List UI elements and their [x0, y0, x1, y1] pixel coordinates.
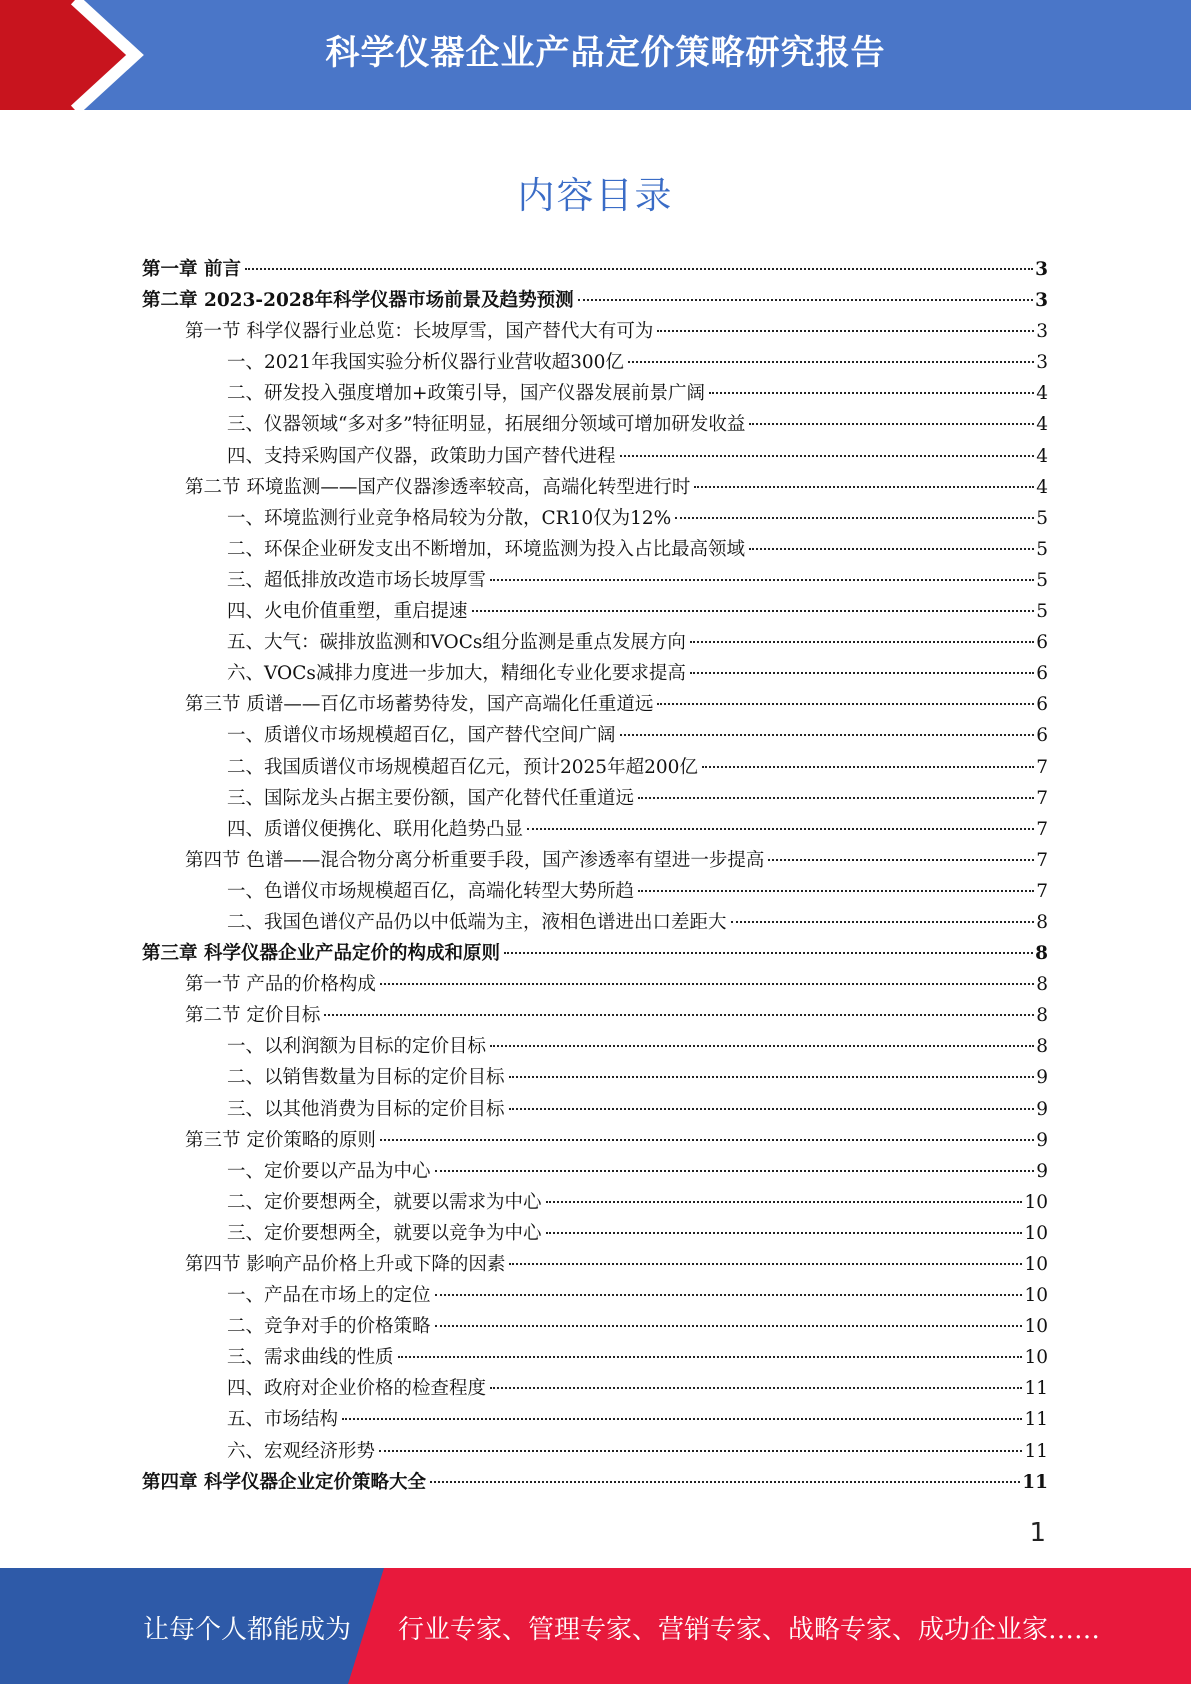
toc-entry[interactable]: [142, 1000, 1048, 1031]
toc-leader-dots: [638, 890, 1034, 892]
toc-entry[interactable]: [142, 1125, 1048, 1156]
toc-entry-label: 第四章 科学仪器企业定价策略大全: [142, 1471, 426, 1493]
toc-entry[interactable]: [142, 503, 1048, 534]
toc-leader-dots: [546, 1201, 1023, 1203]
toc-leader-dots: [398, 1356, 1023, 1358]
toc-entry[interactable]: [142, 907, 1048, 938]
toc-entry[interactable]: [142, 1187, 1048, 1218]
toc-entry-page: 4: [1036, 445, 1048, 467]
toc-entry-label: 三、以其他消费为目标的定价目标: [227, 1098, 505, 1120]
toc-entry[interactable]: [142, 1094, 1048, 1125]
toc-leader-dots: [509, 1263, 1022, 1265]
toc-entry-page: 4: [1036, 414, 1048, 436]
toc-entry[interactable]: [142, 783, 1048, 814]
toc-entry-page: 6: [1036, 632, 1048, 654]
toc-entry[interactable]: [142, 627, 1048, 658]
toc-leader-dots: [657, 330, 1034, 332]
toc-entry-page: 3: [1035, 259, 1048, 280]
toc-entry-page: 5: [1036, 601, 1048, 623]
toc-entry-label: 第三节 定价策略的原则: [185, 1129, 376, 1151]
toc-leader-dots: [731, 921, 1035, 923]
toc-entry-label: 五、市场结构: [227, 1409, 339, 1431]
toc-leader-dots: [638, 797, 1034, 799]
toc-entry-page: 11: [1024, 1378, 1048, 1400]
toc-entry-page: 8: [1036, 911, 1048, 933]
toc-leader-dots: [245, 268, 1033, 270]
toc-leader-dots: [380, 983, 1034, 985]
toc-leader-dots: [628, 361, 1034, 363]
toc-entry[interactable]: [142, 845, 1048, 876]
toc-entry-page: 3: [1036, 321, 1048, 343]
toc-entry-label: 四、支持采购国产仪器，政策助力国产替代进程: [227, 445, 616, 467]
toc-entry[interactable]: [142, 876, 1048, 907]
toc-entry-page: 8: [1036, 1036, 1048, 1058]
toc-entry[interactable]: [142, 409, 1048, 440]
toc-entry[interactable]: [142, 1342, 1048, 1373]
toc-entry-page: 5: [1036, 569, 1048, 591]
toc-entry-page: 8: [1036, 974, 1048, 996]
toc-leader-dots: [430, 1481, 1020, 1483]
toc-entry-label: 三、超低排放改造市场长坡厚雪: [227, 569, 487, 591]
toc-entry[interactable]: [142, 254, 1048, 285]
toc-entry-page: 7: [1036, 880, 1048, 902]
toc-entry-page: 8: [1036, 1005, 1048, 1027]
toc-entry[interactable]: [142, 285, 1048, 316]
toc-entry-label: 三、需求曲线的性质: [227, 1347, 394, 1369]
toc-leader-dots: [749, 548, 1034, 550]
toc-entry[interactable]: [142, 1436, 1048, 1467]
toc-leader-dots: [527, 828, 1034, 830]
toc-leader-dots: [490, 579, 1034, 581]
toc-leader-dots: [509, 1108, 1035, 1110]
toc-leader-dots: [509, 1076, 1035, 1078]
toc-entry[interactable]: [142, 1311, 1048, 1342]
toc-entry-label: 二、我国质谱仪市场规模超百亿元，预计2025年超200亿: [227, 756, 698, 778]
toc-entry-label: 四、质谱仪便携化、联用化趋势凸显: [227, 818, 524, 840]
toc-entry[interactable]: [142, 472, 1048, 503]
toc-entry[interactable]: [142, 316, 1048, 347]
toc-entry-label: 三、国际龙头占据主要份额，国产化替代任重道远: [227, 787, 635, 809]
toc-entry-label: 六、宏观经济形势: [227, 1440, 376, 1462]
toc-entry-page: 6: [1036, 694, 1048, 716]
toc-entry-label: 二、研发投入强度增加+政策引导，国产仪器发展前景广阔: [227, 383, 706, 405]
toc-leader-dots: [546, 1232, 1023, 1234]
toc-entry-label: 一、2021年我国实验分析仪器行业营收超300亿: [227, 352, 624, 374]
toc-entry-label: 第三节 质谱——百亿市场蓄势待发，国产高端化任重道远: [185, 694, 654, 716]
toc-entry-label: 第二章 2023-2028年科学仪器市场前景及趋势预测: [142, 290, 574, 312]
toc-entry[interactable]: [142, 814, 1048, 845]
toc-leader-dots: [768, 859, 1034, 861]
toc-entry-label: 一、产品在市场上的定位: [227, 1285, 431, 1307]
toc-entry-page: 7: [1036, 787, 1048, 809]
toc-entry-label: 二、竞争对手的价格策略: [227, 1316, 431, 1338]
toc-entry[interactable]: [142, 658, 1048, 689]
toc-entry-page: 11: [1024, 1409, 1048, 1431]
toc-entry[interactable]: [142, 378, 1048, 409]
toc-entry-page: 10: [1024, 1222, 1048, 1244]
toc-entry-label: 二、环保企业研发支出不断增加，环境监测为投入占比最高领域: [227, 538, 746, 560]
toc-entry[interactable]: [142, 565, 1048, 596]
table-of-contents: [142, 254, 1048, 1498]
toc-leader-dots: [435, 1170, 1035, 1172]
toc-entry-label: 二、以销售数量为目标的定价目标: [227, 1067, 505, 1089]
toc-entry-label: 四、政府对企业价格的检查程度: [227, 1378, 487, 1400]
toc-entry[interactable]: [142, 1467, 1048, 1498]
toc-entry-page: 8: [1035, 943, 1048, 965]
footer-slogan-left: 让每个人都能成为: [143, 1615, 352, 1645]
toc-entry[interactable]: [142, 1249, 1048, 1280]
toc-entry-page: 6: [1036, 725, 1048, 747]
toc-entry-page: 10: [1024, 1316, 1048, 1338]
toc-entry[interactable]: [142, 938, 1048, 969]
toc-entry-label: 第三章 科学仪器企业产品定价的构成和原则: [142, 943, 500, 965]
toc-entry[interactable]: [142, 689, 1048, 720]
toc-leader-dots: [690, 672, 1034, 674]
toc-entry-label: 第四节 色谱——混合物分离分析重要手段，国产渗透率有望进一步提高: [185, 849, 765, 871]
toc-entry[interactable]: [142, 1031, 1048, 1062]
toc-leader-dots: [702, 766, 1034, 768]
toc-entry[interactable]: [142, 1404, 1048, 1435]
toc-entry[interactable]: [142, 720, 1048, 751]
toc-entry[interactable]: [142, 534, 1048, 565]
toc-entry-page: 10: [1024, 1285, 1048, 1307]
toc-entry-page: 11: [1022, 1471, 1048, 1493]
toc-leader-dots: [709, 392, 1034, 394]
toc-entry-page: 3: [1036, 352, 1048, 374]
toc-leader-dots: [675, 517, 1034, 519]
toc-leader-dots: [578, 299, 1034, 301]
toc-leader-dots: [690, 641, 1034, 643]
toc-leader-dots: [435, 1294, 1023, 1296]
toc-entry[interactable]: [142, 1156, 1048, 1187]
toc-leader-dots: [342, 1418, 1022, 1420]
toc-entry-page: 9: [1036, 1160, 1048, 1182]
toc-leader-dots: [324, 1014, 1034, 1016]
toc-leader-dots: [435, 1325, 1023, 1327]
toc-entry-label: 第一章 前言: [142, 259, 241, 280]
toc-entry-label: 四、火电价值重塑，重启提速: [227, 601, 468, 623]
header-banner: [0, 0, 1191, 110]
toc-leader-dots: [472, 610, 1035, 612]
toc-leader-dots: [379, 1450, 1022, 1452]
toc-entry-page: 6: [1036, 663, 1048, 685]
toc-entry[interactable]: [142, 596, 1048, 627]
toc-entry-label: 第二节 环境监测——国产仪器渗透率较高，高端化转型进行时: [185, 476, 691, 498]
toc-entry-label: 五、大气：碳排放监测和VOCs组分监测是重点发展方向: [227, 632, 686, 654]
toc-entry-page: 10: [1024, 1191, 1048, 1213]
toc-entry[interactable]: [142, 969, 1048, 1000]
toc-entry-page: 9: [1036, 1129, 1048, 1151]
toc-entry-page: 4: [1036, 383, 1048, 405]
toc-entry-label: 六、VOCs减排力度进一步加大，精细化专业化要求提高: [227, 663, 686, 685]
toc-entry[interactable]: [142, 1373, 1048, 1404]
page-number: 1: [1029, 1518, 1046, 1548]
toc-entry-label: 一、定价要以产品为中心: [227, 1160, 431, 1182]
toc-entry-page: 9: [1036, 1067, 1048, 1089]
toc-entry[interactable]: [142, 1218, 1048, 1249]
toc-leader-dots: [749, 423, 1034, 425]
footer-banner: [0, 1568, 1191, 1684]
toc-leader-dots: [490, 1045, 1034, 1047]
toc-entry[interactable]: [142, 1280, 1048, 1311]
toc-entry-page: 11: [1024, 1440, 1048, 1462]
toc-entry[interactable]: [142, 752, 1048, 783]
toc-leader-dots: [657, 703, 1034, 705]
toc-entry-label: 二、我国色谱仪产品仍以中低端为主，液相色谱进出口差距大: [227, 911, 727, 933]
report-title: 科学仪器企业产品定价策略研究报告: [325, 33, 886, 73]
toc-entry-label: 第一节 产品的价格构成: [185, 974, 376, 996]
toc-entry-page: 7: [1036, 756, 1048, 778]
toc-leader-dots: [620, 455, 1035, 457]
toc-entry-page: 9: [1036, 1098, 1048, 1120]
toc-leader-dots: [504, 952, 1033, 954]
toc-entry-label: 一、环境监测行业竞争格局较为分散，CR10仅为12%: [227, 507, 672, 529]
toc-entry-label: 第四节 影响产品价格上升或下降的因素: [185, 1254, 506, 1275]
toc-entry-label: 一、以利润额为目标的定价目标: [227, 1036, 487, 1058]
toc-entry-label: 第二节 定价目标: [185, 1005, 321, 1027]
toc-entry-label: 三、定价要想两全，就要以竞争为中心: [227, 1222, 542, 1244]
toc-entry-label: 三、仪器领域“多对多”特征明显，拓展细分领域可增加研发收益: [227, 414, 746, 436]
toc-heading: 内容目录: [517, 174, 674, 217]
toc-entry-label: 二、定价要想两全，就要以需求为中心: [227, 1191, 542, 1213]
toc-leader-dots: [490, 1387, 1022, 1389]
toc-leader-dots: [694, 486, 1034, 488]
toc-leader-dots: [380, 1139, 1034, 1141]
toc-entry[interactable]: [142, 347, 1048, 378]
toc-entry-page: 5: [1036, 507, 1048, 529]
toc-entry-page: 10: [1024, 1347, 1048, 1369]
toc-entry-page: 7: [1036, 818, 1048, 840]
toc-entry[interactable]: [142, 1062, 1048, 1093]
toc-entry[interactable]: [142, 441, 1048, 472]
toc-entry-page: 5: [1036, 538, 1048, 560]
footer-slogan-right: 行业专家、管理专家、营销专家、战略专家、成功企业家……: [398, 1615, 1101, 1645]
toc-entry-label: 第一节 科学仪器行业总览：长坡厚雪，国产替代大有可为: [185, 321, 654, 343]
toc-entry-page: 10: [1024, 1254, 1048, 1275]
toc-entry-label: 一、色谱仪市场规模超百亿，高端化转型大势所趋: [227, 880, 635, 902]
toc-entry-page: 7: [1036, 849, 1048, 871]
toc-entry-page: 3: [1035, 290, 1048, 312]
toc-leader-dots: [620, 734, 1035, 736]
toc-entry-page: 4: [1036, 476, 1048, 498]
toc-entry-label: 一、质谱仪市场规模超百亿，国产替代空间广阔: [227, 725, 616, 747]
